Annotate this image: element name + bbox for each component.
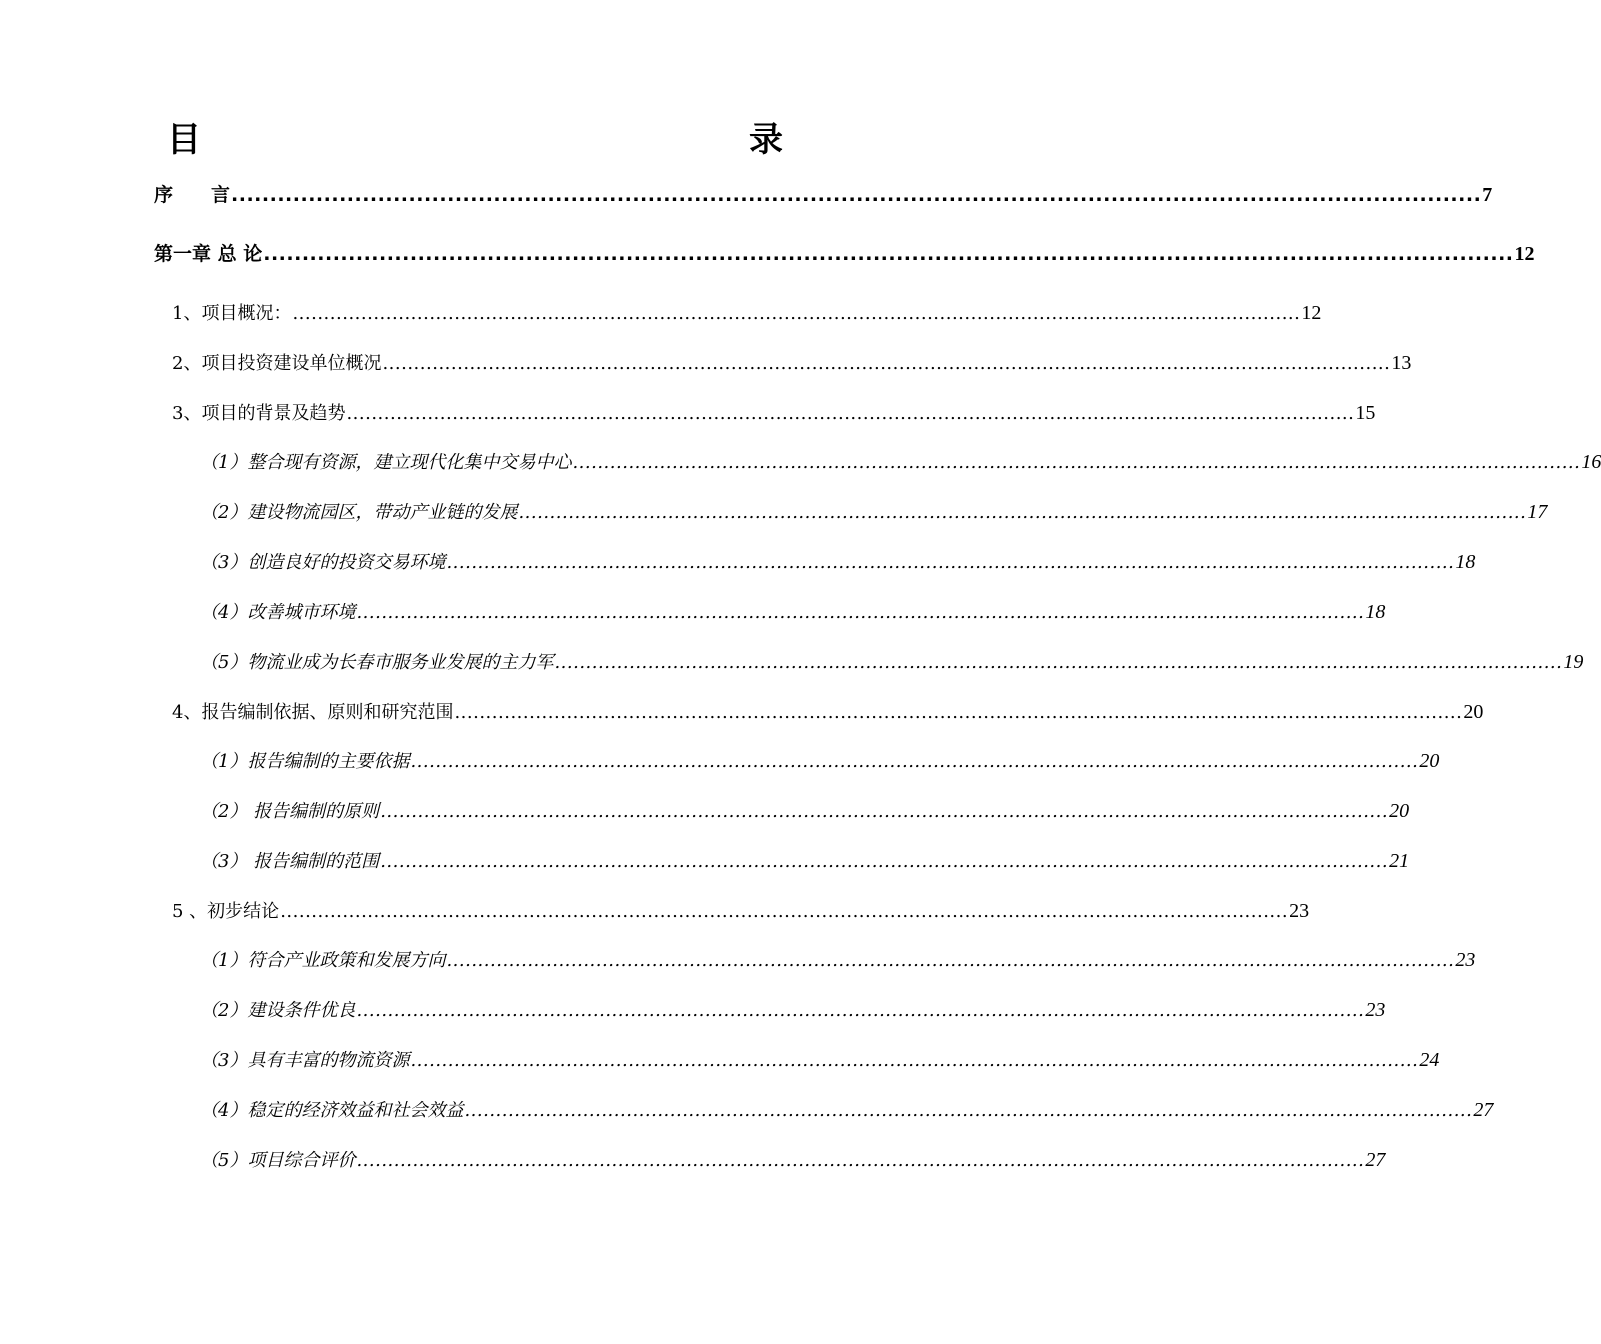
dot-leader: .................................................................................................................................................................. <box>454 702 1463 723</box>
toc-entry-label: （2）建设条件优良 <box>200 1000 356 1021</box>
toc-entry-label: 4、报告编制依据、原则和研究范围 <box>172 702 454 723</box>
toc-entry[interactable] <box>172 348 1412 378</box>
dot-leader: .................................................................................................................................................................. <box>263 243 1514 265</box>
toc-entry-label: （2）建设物流园区，带动产业链的发展 <box>200 502 518 523</box>
toc-entry-label: （2） 报告编制的原则 <box>200 801 380 822</box>
toc-entry-label: （1）报告编制的主要依据 <box>200 751 410 772</box>
dot-leader: .................................................................................................................................................................. <box>446 950 1455 971</box>
toc-entry-label: （4）改善城市环境 <box>200 602 356 623</box>
toc-page-number: 27 <box>1473 1099 1494 1121</box>
toc-entry[interactable] <box>200 647 1584 677</box>
toc-page-number: 7 <box>1482 184 1493 206</box>
toc-entry-label: （3）具有丰富的物流资源 <box>200 1050 410 1071</box>
toc-entry-label: （3）创造良好的投资交易环境 <box>200 552 446 573</box>
toc-entry[interactable] <box>200 547 1476 577</box>
toc-entry-label: 5 、初步结论 <box>172 901 280 922</box>
toc-page-number: 17 <box>1527 501 1548 523</box>
toc-entry[interactable] <box>200 995 1386 1025</box>
toc-entry[interactable] <box>200 497 1548 527</box>
toc-entry[interactable] <box>200 1045 1440 1075</box>
dot-leader: .................................................................................................................................................................. <box>446 552 1455 573</box>
toc-page-number: 23 <box>1289 900 1310 922</box>
dot-leader: .................................................................................................................................................................. <box>380 801 1389 822</box>
toc-entry[interactable] <box>200 796 1410 826</box>
toc-entry[interactable] <box>172 896 1310 926</box>
dot-leader: .................................................................................................................................................................. <box>410 751 1419 772</box>
dot-leader: .................................................................................................................................................................. <box>346 403 1355 424</box>
toc-page-number: 23 <box>1455 949 1476 971</box>
toc-entry[interactable] <box>200 746 1440 776</box>
toc-entry-label: 第一章 总 论 <box>154 243 263 265</box>
dot-leader: .................................................................................................................................................................. <box>554 652 1563 673</box>
toc-entry[interactable] <box>200 846 1410 876</box>
toc-entry-label: （4）稳定的经济效益和社会效益 <box>200 1100 464 1121</box>
toc-entry[interactable] <box>200 447 1601 477</box>
toc-entry-preface[interactable] <box>154 180 1493 210</box>
dot-leader: .................................................................................................................................................................. <box>410 1050 1419 1071</box>
toc-entry-label: （1）整合现有资源，建立现代化集中交易中心 <box>200 452 572 473</box>
toc-page-number: 21 <box>1389 850 1410 872</box>
toc-page-number: 20 <box>1419 750 1440 772</box>
toc-entry[interactable] <box>172 697 1484 727</box>
toc-page-number: 18 <box>1365 601 1386 623</box>
toc-entry-label: 序 言 <box>154 184 231 206</box>
page-title: 目 录 <box>167 120 943 160</box>
dot-leader: .................................................................................................................................................................. <box>380 851 1389 872</box>
toc-entry-label: 3、项目的背景及趋势 <box>172 403 346 424</box>
dot-leader: .................................................................................................................................................................. <box>280 901 1289 922</box>
dot-leader: .................................................................................................................................................................. <box>292 303 1301 324</box>
toc-entry-label: （1）符合产业政策和发展方向 <box>200 950 446 971</box>
toc-entry-label: （5）物流业成为长春市服务业发展的主力军 <box>200 652 554 673</box>
dot-leader: .................................................................................................................................................................. <box>572 452 1581 473</box>
toc-page-number: 24 <box>1419 1049 1440 1071</box>
toc-page-number: 15 <box>1355 402 1376 424</box>
toc-page-number: 23 <box>1365 999 1386 1021</box>
toc-page-number: 20 <box>1463 701 1484 723</box>
toc-page-number: 13 <box>1391 352 1412 374</box>
toc-entry[interactable] <box>200 945 1476 975</box>
dot-leader: .................................................................................................................................................................. <box>464 1100 1473 1121</box>
toc-entry[interactable] <box>200 597 1386 627</box>
toc-page-number: 20 <box>1389 800 1410 822</box>
toc-entry[interactable] <box>172 298 1322 328</box>
toc-entry-chapter-1[interactable] <box>154 239 1535 269</box>
toc-page-number: 12 <box>1301 302 1322 324</box>
dot-leader: .................................................................................................................................................................. <box>518 502 1527 523</box>
toc-entry-label: 2、项目投资建设单位概况 <box>172 353 382 374</box>
dot-leader: .................................................................................................................................................................. <box>356 1150 1365 1171</box>
toc-entry-label: （3） 报告编制的范围 <box>200 851 380 872</box>
toc-page-number: 18 <box>1455 551 1476 573</box>
dot-leader: .................................................................................................................................................................. <box>356 1000 1365 1021</box>
toc-entry[interactable] <box>200 1095 1494 1125</box>
toc-entry[interactable] <box>200 1145 1386 1175</box>
dot-leader: .................................................................................................................................................................. <box>382 353 1391 374</box>
toc-page-number: 19 <box>1563 651 1584 673</box>
toc-page-number: 12 <box>1514 243 1535 265</box>
dot-leader: .................................................................................................................................................................. <box>231 184 1482 206</box>
toc-page-number: 16 <box>1581 451 1601 473</box>
toc-entry-label: （5）项目综合评价 <box>200 1150 356 1171</box>
toc-page-number: 27 <box>1365 1149 1386 1171</box>
toc-entry-label: 1、项目概况： <box>172 303 292 324</box>
dot-leader: .................................................................................................................................................................. <box>356 602 1365 623</box>
toc-entry[interactable] <box>172 398 1376 428</box>
